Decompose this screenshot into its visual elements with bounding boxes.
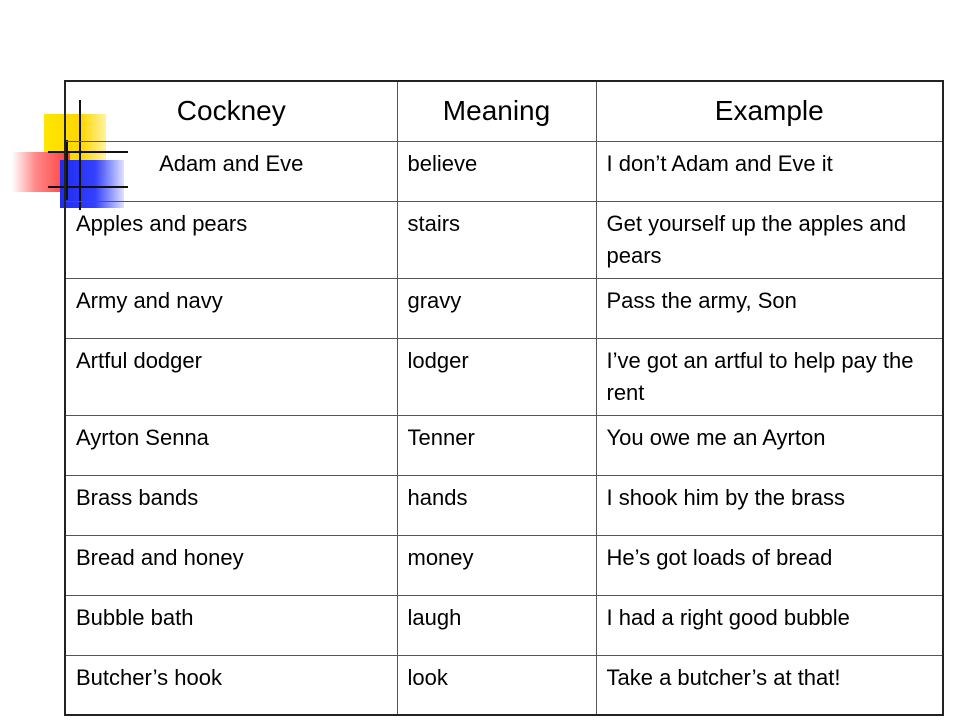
meaning-cell: hands bbox=[397, 475, 596, 535]
example-cell: Take a butcher’s at that! bbox=[596, 655, 943, 715]
cockney-cell: Adam and Eve bbox=[65, 141, 397, 201]
cockney-cell: Brass bands bbox=[65, 475, 397, 535]
meaning-cell: laugh bbox=[397, 595, 596, 655]
meaning-cell: money bbox=[397, 535, 596, 595]
table-row bbox=[65, 338, 943, 415]
cockney-cell: Butcher’s hook bbox=[65, 655, 397, 715]
example-cell: Pass the army, Son bbox=[596, 278, 943, 338]
cockney-cell: Ayrton Senna bbox=[65, 415, 397, 475]
meaning-cell: lodger bbox=[397, 338, 596, 415]
table-row bbox=[65, 655, 943, 715]
cockney-cell: Bread and honey bbox=[65, 535, 397, 595]
example-cell: He’s got loads of bread bbox=[596, 535, 943, 595]
header-row bbox=[65, 81, 943, 141]
cockney-cell: Army and navy bbox=[65, 278, 397, 338]
example-cell: I shook him by the brass bbox=[596, 475, 943, 535]
header-meaning: Meaning bbox=[397, 81, 596, 141]
table-row bbox=[65, 415, 943, 475]
table-row bbox=[65, 595, 943, 655]
header-cockney: Cockney bbox=[65, 81, 397, 141]
rhyming-slang-table bbox=[64, 80, 944, 716]
example-cell: I don’t Adam and Eve it bbox=[596, 141, 943, 201]
table-row bbox=[65, 141, 943, 201]
example-cell: You owe me an Ayrton bbox=[596, 415, 943, 475]
example-cell: Get yourself up the apples and pears bbox=[596, 201, 943, 278]
meaning-cell: look bbox=[397, 655, 596, 715]
table-row bbox=[65, 535, 943, 595]
example-cell: I’ve got an artful to help pay the rent bbox=[596, 338, 943, 415]
table-row bbox=[65, 475, 943, 535]
meaning-cell: believe bbox=[397, 141, 596, 201]
meaning-cell: gravy bbox=[397, 278, 596, 338]
meaning-cell: stairs bbox=[397, 201, 596, 278]
table-row bbox=[65, 278, 943, 338]
header-example: Example bbox=[596, 81, 943, 141]
table-row bbox=[65, 201, 943, 278]
example-cell: I had a right good bubble bbox=[596, 595, 943, 655]
cockney-cell: Bubble bath bbox=[65, 595, 397, 655]
meaning-cell: Tenner bbox=[397, 415, 596, 475]
cockney-cell: Apples and pears bbox=[65, 201, 397, 278]
cockney-cell: Artful dodger bbox=[65, 338, 397, 415]
